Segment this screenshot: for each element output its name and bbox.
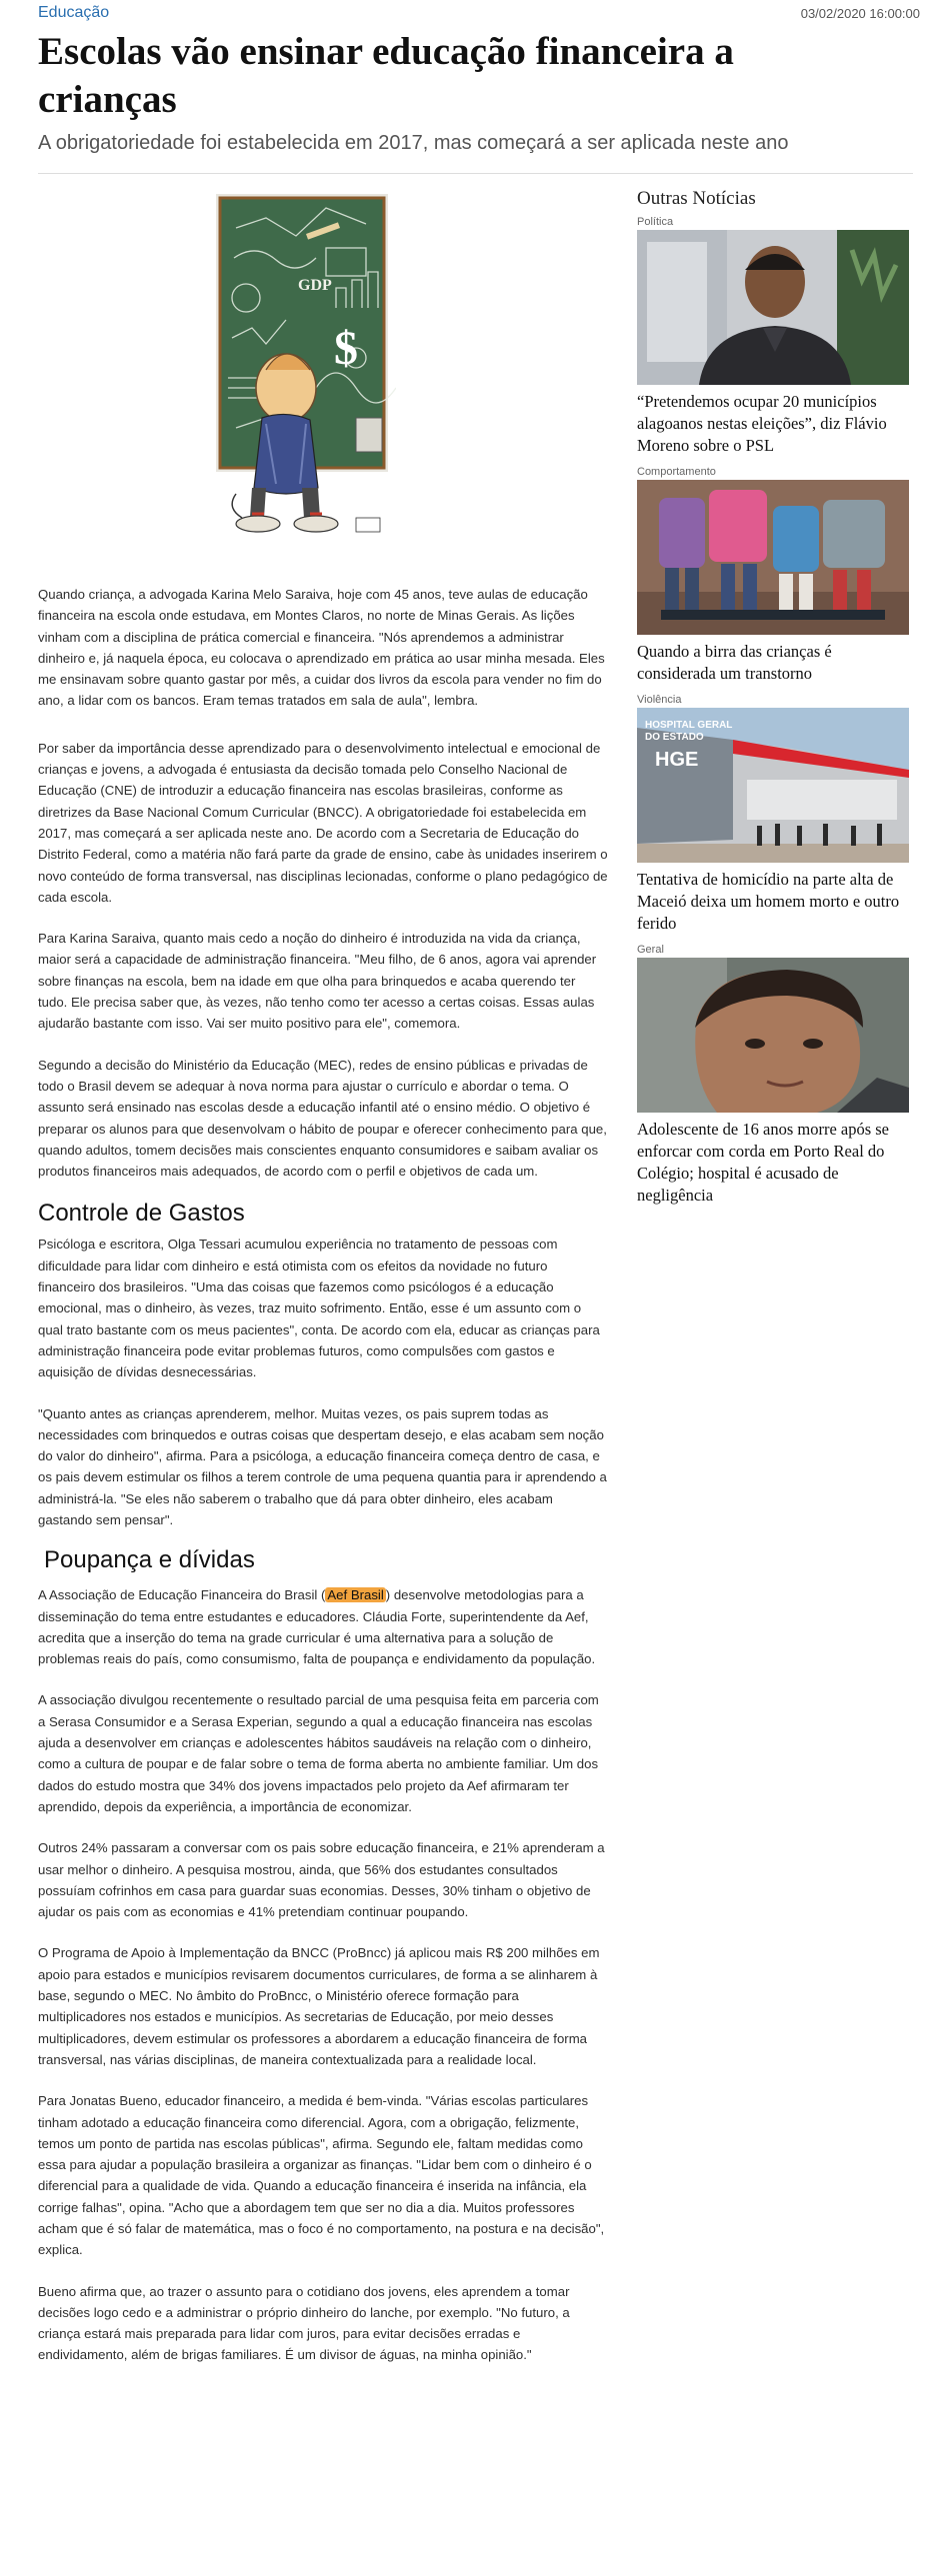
section-link[interactable]: Educação	[38, 4, 110, 21]
paragraph-5: Psicóloga e escritora, Olga Tessari acumulou experiência no tratamento de pessoas com dificuldade para lidar com dinheiro e está otimista com os efeitos da novidade no futuro financeiro dos brasileiros. "Uma das coisas que fazemos como psicólogos é a educação emocional, mas o dinheiro, às vezes, traz muito sofrimento. Então, esse é um assunto com o qual trato bastante com os meus pacientes", conta. De acordo com ela, educar as crianças para administração financeira pode evitar problemas futuros, como compulsões com gastos e aquisição de dívidas desnecessárias.	[38, 1237, 600, 1380]
illustration-boy-chalkboard	[206, 188, 396, 568]
article-body	[38, 584, 608, 2366]
news-item-politica[interactable]	[637, 215, 913, 457]
subtitle: A obrigatoriedade foi estabelecida em 2017, mas começará a ser aplicada neste ano	[38, 132, 789, 154]
news-title: Adolescente de 16 anos morre após se enforcar com corda em Porto Real do Colégio; hospital é acusado de negligência	[637, 1120, 890, 1205]
news-item-violencia[interactable]	[637, 693, 913, 935]
aef-text-after: ) desenvolve metodologias para a disseminação do tema entre estudantes e educadores. Cláudia Forte, superintendente da Aef, acredita que a inserção do tema na grade curricular é uma alternativa para a solução de problemas reais do país, como consumismo, falta de poupança e endividamento da população.	[38, 1587, 596, 1667]
news-thumbnail-hospital	[637, 708, 909, 863]
aef-brasil-highlight[interactable]: Aef Brasil	[327, 1587, 384, 1603]
section-heading-poupanca-e-dividas: Poupança e dívidas	[44, 1546, 255, 1574]
hospital-sign-line2: DO ESTADO	[645, 732, 704, 743]
paragraph-4: Segundo a decisão do Ministério da Educação (MEC), redes de ensino públicas e privadas de todo o Brasil devem se adequar à nova norma para ajustar o currículo e abordar o tema. O assunto será ensinado nas escolas desde a educação infantil até o ensino médio. O objetivo é preparar os alunos para que desenvolvam o hábito de poupar e oferecer conhecimento para que, quando adultos, tomem decisões mais conscientes enquanto consumidores e saibam avaliar os produtos financeiros mais adequados, de acordo com o perfil e objetivos de cada um.	[38, 1057, 607, 1180]
news-thumbnail-teenager	[637, 958, 909, 1113]
news-title: “Pretendemos ocupar 20 municípios alagoanos nestas eleições”, diz Flávio Moreno sobre o PSL	[637, 392, 887, 455]
paragraph-12: Bueno afirma que, ao trazer o assunto para o cotidiano dos jovens, eles aprendem a tomar decisões logo cedo e a administrar o próprio dinheiro do lanche, por exemplo. "No futuro, a criança estará mais preparada para lidar com juros, para evitar decisões erradas e endividamento, além de brigas familiares. É um divisor de águas, na minha opinião."	[38, 2283, 570, 2363]
paragraph-9: Outros 24% passaram a conversar com os pais sobre educação financeira, e 21% aprenderam a usar melhor o dinheiro. A pesquisa mostrou, ainda, que 56% dos estudantes consultados possuíam cofrinhos em casa para guardar suas economias. Desses, 30% tinham o objetivo de ajudar os pais com as economias e 41% pretendiam continuar poupando.	[38, 1840, 605, 1920]
news-thumbnail-children-boots	[637, 480, 909, 635]
sidebar-title: Outras Notícias	[637, 188, 756, 209]
header-divider	[38, 173, 913, 174]
news-item-geral[interactable]	[637, 943, 913, 1207]
paragraph-6: "Quanto antes as crianças aprenderem, melhor. Muitas vezes, os pais suprem todas as necessidades com brinquedos e outras coisas que despertam desejo, e elas acabam sem noção do valor do dinheiro", afirma. Para a psicóloga, a educação financeira começa dentro de casa, e os pais devem estimular os filhos a terem controle de uma pequena quantia para ir aprendendo a administrá-la. "Se eles não saberem o trabalho que dá para obter dinheiro, eles acabam gastando sem pensar".	[38, 1405, 607, 1527]
hospital-sign-line1: HOSPITAL GERAL	[645, 720, 733, 731]
news-title: Tentativa de homicídio na parte alta de Maceió deixa um homem morto e outro ferido	[637, 870, 900, 933]
news-item-comportamento[interactable]	[637, 465, 913, 685]
news-category: Geral	[637, 944, 664, 956]
gdp-chalk-label: GDP	[298, 277, 332, 294]
hospital-sign-hge: HGE	[655, 749, 699, 771]
news-category: Violência	[637, 694, 682, 706]
publish-date: 03/02/2020 16:00:00	[800, 6, 920, 21]
news-category: Política	[637, 216, 674, 228]
paragraph-11: Para Jonatas Bueno, educador financeiro, a medida é bem-vinda. "Várias escolas particulares tinham adotado a educação financeira como diferencial. Agora, com a obrigação, felizmente, temos um ponto de partida nas escolas públicas", afirma. Segundo ele, faltam medidas como essa para ajudar a população brasileira a organizar as finanças. "Lidar bem com o dinheiro é o diferencial para a qualidade de vida. Quando a educação financeira é inserida na infância, ela corrige falhas", opina. "Acho que a abordagem tem que ser no dia a dia. Muitos professores acham que é só falar de matemática, mas o foco é no comportamento, na postura e na decisão", explica.	[38, 2093, 605, 2258]
headline: Escolas vão ensinar educação financeira a crianças	[38, 30, 734, 121]
paragraph-2: Por saber da importância desse aprendizado para o desenvolvimento intelectual e emocional de crianças e jovens, a advogada é entusiasta da decisão tomada pelo Conselho Nacional de Educação (CNE) de introduzir a educação financeira nas escolas brasileiras, conforme as diretrizes da Base Nacional Comum Curricular (BNCC). A obrigatoriedade foi estabelecida em 2017, mas começará a ser aplicada neste ano. De acordo com a Secretaria de Educação do Distrito Federal, como a matéria não fará parte da grade de ensino, cabe às unidades inserirem o novo conteúdo de forma transversal, nas disciplinas lecionadas, conforme o plano pedagógico de cada escola.	[38, 740, 608, 905]
top-bar	[38, 4, 920, 24]
paragraph-1: Quando criança, a advogada Karina Melo Saraiva, hoje com 45 anos, teve aulas de educação financeira na escola onde estudava, em Montes Claros, no norte de Minas Gerais. As lições vinham com a disciplina de prática comercial e financeira. "Nós aprendemos a administrar dinheiro e, já naquela época, eu colocava o aprendizado em prática ao usar minha mesada. Eles me ensinavam sobre quanto gastar por mês, a cuidar dos livros da escola para vender no fim do ano, a lidar com os bancos. Eram temas tratados em sala de aula", lembra.	[38, 587, 605, 709]
article-column	[38, 188, 608, 2366]
sidebar-other-news	[637, 188, 913, 1215]
paragraph-3: Para Karina Saraiva, quanto mais cedo a noção do dinheiro é introduzida na vida da criança, maior será a capacidade de administração financeira. "Meu filho, de 6 anos, agora vai aprender sobre finanças na escola, bem na idade em que olha para brinquedos e acaba querendo ter tudo. Ele precisa saber que, às vezes, não tenho como ter acesso a certas coisas. Essas aulas ajudarão bastante com isso. Vai ser muito positivo para ele", comemora.	[38, 931, 597, 1032]
paragraph-10: O Programa de Apoio à Implementação da BNCC (ProBncc) já aplicou mais R$ 200 milhões em apoio para estados e municípios revisarem documentos curriculares, de forma a se alinharem à base, segundo o MEC. No âmbito do ProBncc, o Ministério oferece formação para multiplicadores nos estados e municípios. As secretarias de Educação, por meio desses multiplicadores, devem estimular os professores a abordarem a educação financeira de forma transversal, nas várias disciplinas, de maneira contextualizada para a realidade local.	[38, 1945, 600, 2067]
paragraph-aef	[38, 1584, 608, 1669]
paragraph-8: A associação divulgou recentemente o resultado parcial de uma pesquisa feita em parceria com a Serasa Consumidor e a Serasa Experian, segundo a qual a educação financeira nas escolas ajuda a desenvolver em crianças e adolescentes hábitos saudáveis na relação com o dinheiro, como a cultura de poupar e de falar sobre o tema de forma aberta no ambiente familiar. Um dos dados do estudo mostra que 34% dos jovens impactados pelo projeto da Aef afirmaram ter aprendido, depois da experiência, a importância de economizar.	[38, 1692, 599, 1814]
news-title: Quando a birra das crianças é considerada um transtorno	[637, 642, 832, 683]
section-heading-controle-de-gastos: Controle de Gastos	[38, 1200, 245, 1228]
dollar-chalk-label: $	[334, 322, 358, 375]
news-thumbnail-politician	[637, 230, 909, 385]
news-category: Comportamento	[637, 466, 716, 478]
aef-text-before: A Associação de Educação Financeira do Brasil (	[38, 1587, 326, 1603]
